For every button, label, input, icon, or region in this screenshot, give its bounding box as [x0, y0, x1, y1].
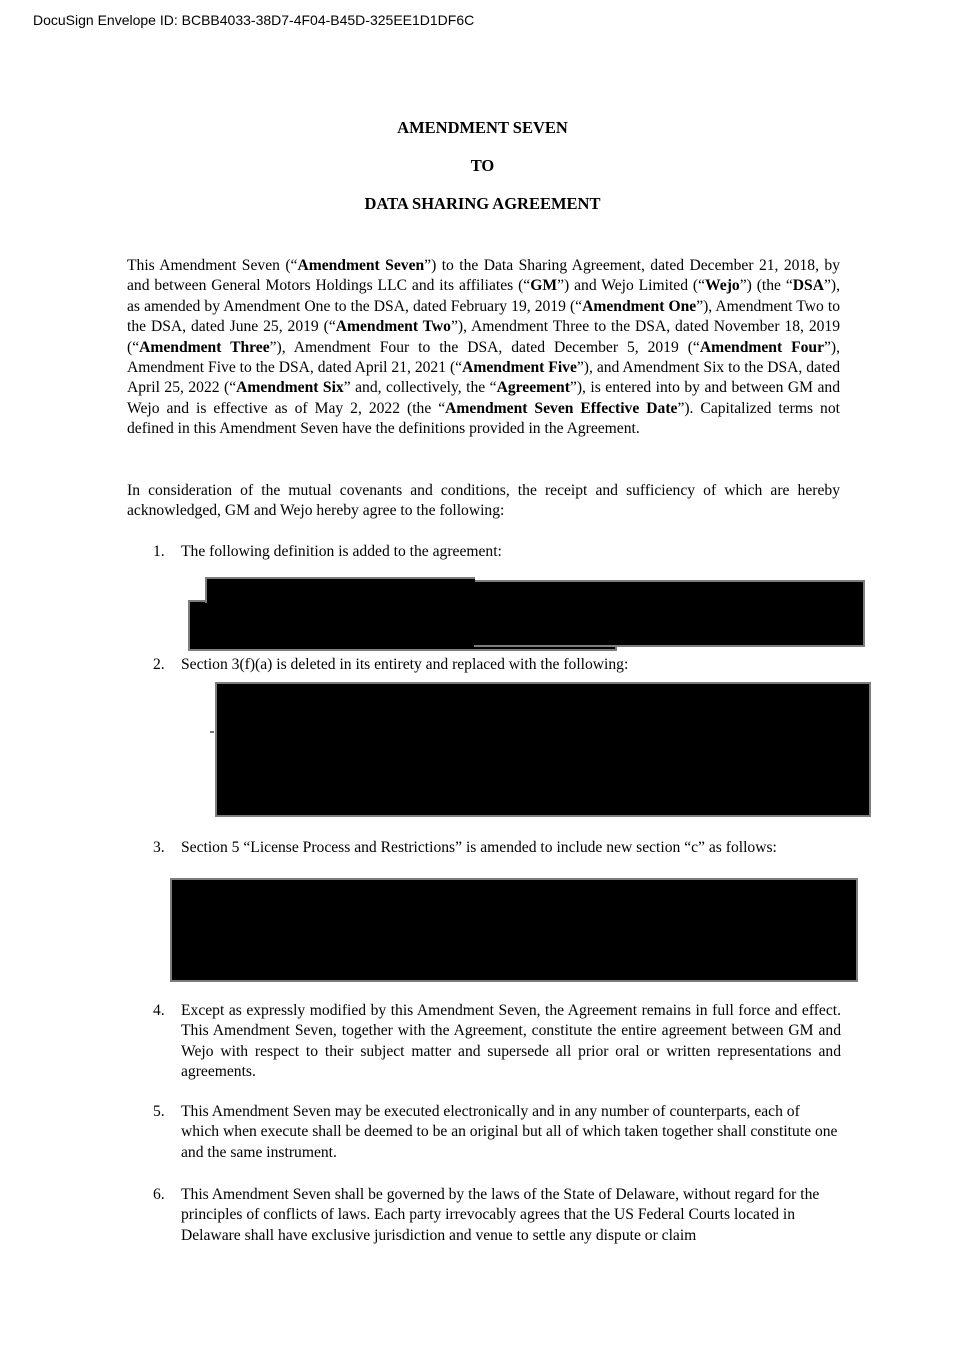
list-item-3-number: 3. — [153, 839, 165, 856]
scan-artifact-mark — [210, 731, 214, 733]
list-item-4-number: 4. — [153, 1002, 165, 1019]
consideration-paragraph: In consideration of the mutual covenants and conditions, the receipt and sufficiency of which are hereby acknowledged, GM and Wejo hereby agree to the following: — [127, 482, 840, 520]
list-item-4-text: Except as expressly modified by this Amendment Seven, the Agreement remains in full force and effect. This Amendment Seven, together with the Agreement, constitute the entire agreement between GM and Wejo with respect to their subject matter and supersede all prior oral or written representations and agreements. — [181, 1002, 841, 1081]
title-line-data-sharing-agreement: DATA SHARING AGREEMENT — [364, 194, 601, 213]
list-item-5-number: 5. — [153, 1103, 165, 1120]
list-item-2-number: 2. — [153, 656, 165, 673]
docusign-envelope-id: DocuSign Envelope ID: BCBB4033-38D7-4F04-B45D-325EE1D1DF6C — [33, 12, 475, 28]
title-line-amendment-seven: AMENDMENT SEVEN — [397, 118, 568, 137]
redaction-definition-top-left — [205, 577, 475, 603]
list-item-2-text: Section 3(f)(a) is deleted in its entirety and replaced with the following: — [181, 656, 629, 673]
title-line-to: TO — [470, 156, 495, 175]
list-item-1-number: 1. — [153, 543, 165, 560]
list-item-3-text: Section 5 “License Process and Restrictions” is amended to include new section “c” as follows: — [181, 839, 777, 856]
redaction-section-3fa — [215, 682, 871, 817]
list-item-5-text: This Amendment Seven may be executed electronically and in any number of counterparts, each of which when execute shall be deemed to be an original but all of which taken together shall constitute one and the same instrument. — [181, 1103, 838, 1161]
redaction-section-5c — [170, 878, 858, 982]
intro-paragraph: This Amendment Seven (“Amendment Seven”) to the Data Sharing Agreement, dated December 21, 2018, by and between General Motors Holdings LLC and its affiliates (“GM”) and Wejo Limited (“Wejo”) (the “DSA”), as amended by Amendment One to the DSA, dated February 19, 2019 (“Amendment One”), Amendment Two to the DSA, dated June 25, 2019 (“Amendment Two”), Amendment Three to the DSA, dated November 18, 2019 (“Amendment Three”), Amendment Four to the DSA, dated December 5, 2019 (“Amendment Four”), Amendment Five to the DSA, dated April 21, 2021 (“Amendment Five”), and Amendment Six to the DSA, dated April 25, 2022 (“Amendment Six” and, collectively, the “Agreement”), is entered into by and between GM and Wejo and is effective as of May 2, 2022 (the “Amendment Seven Effective Date”). Capitalized terms not defined in this Amendment Seven have the definitions provided in the Agreement. — [127, 257, 841, 438]
list-item-6-text: This Amendment Seven shall be governed by the laws of the State of Delaware, without regard for the principles of conflicts of laws. Each party irrevocably agrees that the US Federal Courts located in Delaware shall have exclusive jurisdiction and venue to settle any dispute or claim — [181, 1186, 820, 1244]
list-item-6-number: 6. — [153, 1186, 165, 1203]
redaction-definition-right — [474, 580, 865, 647]
list-item-1-text: The following definition is added to the agreement: — [181, 543, 502, 560]
